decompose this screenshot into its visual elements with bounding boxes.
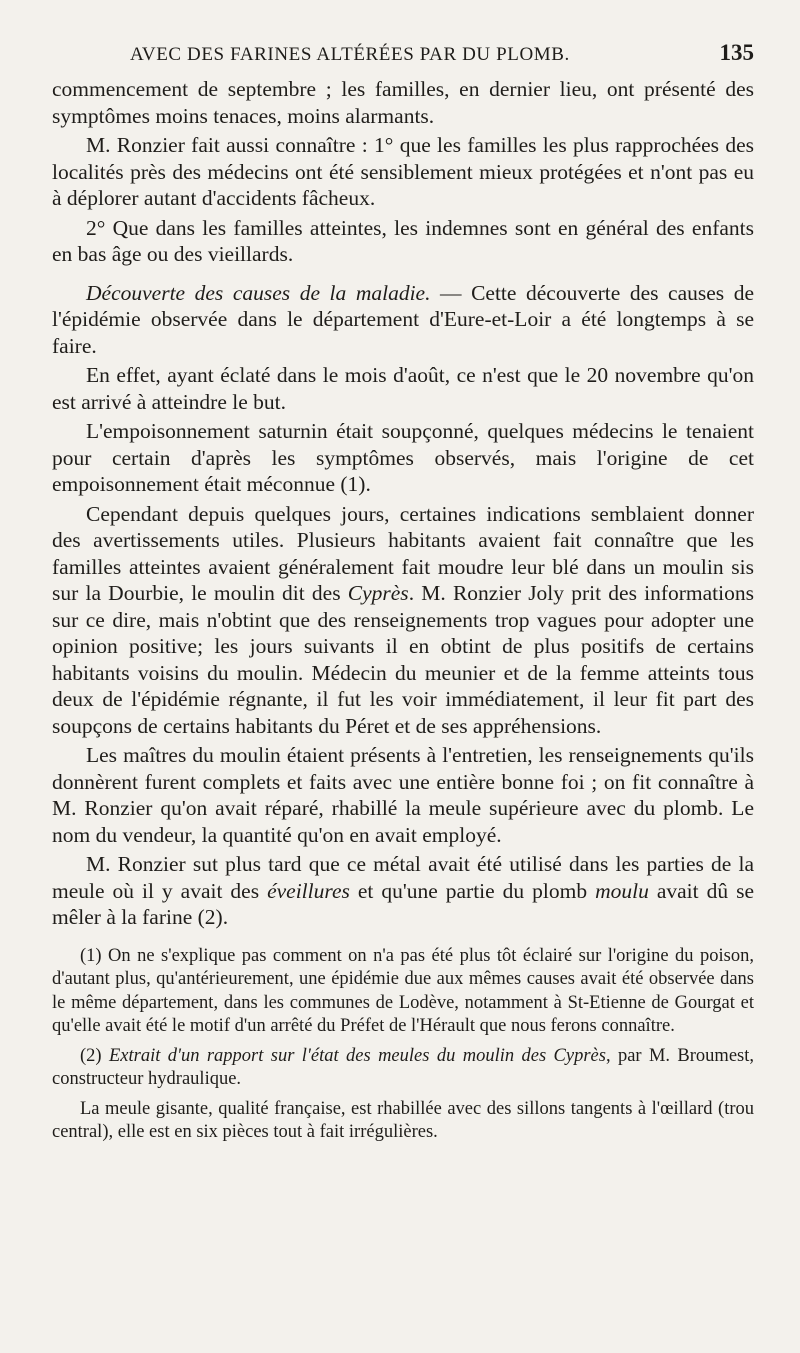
footnote: (1) On ne s'explique pas comment on n'a pas été plus tôt éclairé sur l'origine du poison, d'autant plus, qu'antérieurement, une épidémie due aux mêmes causes avait été observée dans le même département, dans les communes de Lodève, notamment à St-Etienne de Gourgat et qu'elle avait été le motif d'un arrêté du Préfet de l'Hérault que nous ferons connaître. — [52, 945, 754, 1036]
footnote: La meule gisante, qualité française, est rhabillée avec des sillons tangents à l'œillard (trou central), elle est en six pièces tout à fait irrégulières. — [52, 1098, 754, 1142]
paragraph: L'empoisonnement saturnin était soupçonné, quelques médecins le tenaient pour certain d'après les symptômes observés, mais l'origine de cet empoisonnement était méconnue (1). — [52, 419, 754, 496]
section-heading: Découverte des causes de la maladie. — [86, 280, 431, 305]
page-number: 135 — [719, 40, 754, 65]
paragraph: En effet, ayant éclaté dans le mois d'août, ce n'est que le 20 novembre qu'on est arrivé à atteindre le but. — [52, 363, 754, 414]
text-run: avait dû se mêler à la farine (2). — [52, 878, 754, 929]
opening-paragraphs — [52, 76, 754, 268]
footnote — [52, 1045, 754, 1092]
paragraph: commencement de septembre ; les familles, en dernier lieu, ont présenté des symptômes moins tenaces, moins alarmants. — [52, 77, 754, 128]
text-run: et qu'une partie du plomb — [349, 878, 596, 903]
paragraph: M. Ronzier fait aussi connaître : 1° que les familles les plus rapprochées des localités près des médecins ont été sensiblement mieux protégées et n'ont pas eu à déplorer autant d'accidents fâcheux. — [52, 133, 754, 210]
paragraph — [52, 851, 754, 931]
text-run: M. Ronzier sut plus tard que ce métal avait été utilisé dans les parties de la meule où il y avait des — [52, 852, 754, 903]
italic-title: Extrait d'un rapport sur l'état des meules du moulin des Cyprès — [108, 1045, 606, 1066]
running-title: AVEC DES FARINES ALTÉRÉES PAR DU PLOMB. — [130, 44, 570, 65]
italic-term: éveillures — [267, 878, 350, 903]
paragraph: Les maîtres du moulin étaient présents à l'entretien, les renseignements qu'ils donnèrent furent complets et faits avec une entière bonne foi ; on fit connaître à M. Ronzier qu'on avait réparé, rhabillé la meule supérieure avec du plomb. Le nom du vendeur, la quantité qu'on en avait employé. — [52, 743, 754, 847]
text-run: Cependant depuis quelques jours, certaines indications semblaient donner des avertissements utiles. Plusieurs habitants avaient fait connaître que les familles atteintes avaient généralement fait moudre leur blé dans un moulin sis sur la Dourbie, le moulin dit des — [52, 501, 754, 605]
section-paragraph — [52, 280, 754, 360]
text-run: (2) — [80, 1045, 109, 1066]
section-intro: — Cette découverte des causes de l'épidémie observée dans le département d'Eure-et-Loir a été longtemps à se faire. — [52, 280, 754, 358]
running-header — [52, 40, 754, 66]
text-run: . M. Ronzier Joly prit des informations sur ce dire, mais n'obtint que des renseignements trop vagues pour adopter une opinion positive; les jours suivants il en obtint de plus positifs de certains habitants voisins du moulin. Médecin du meunier et de la femme atteints tous deux de l'épidémie régnante, il fut les voir immédiatement, il leur fit part des soupçons de certains habitants du Péret et de ses appréhensions. — [52, 581, 754, 738]
italic-term: moulu — [595, 878, 649, 903]
paragraph: 2° Que dans les familles atteintes, les indemnes sont en général des enfants en bas âge ou des vieillards. — [52, 215, 754, 266]
italic-term: Cyprès — [347, 581, 409, 605]
footnotes — [52, 945, 754, 1145]
body-text — [52, 362, 754, 931]
text-run: , par M. Broumest, constructeur hydraulique. — [52, 1045, 755, 1089]
paragraph — [52, 501, 754, 740]
